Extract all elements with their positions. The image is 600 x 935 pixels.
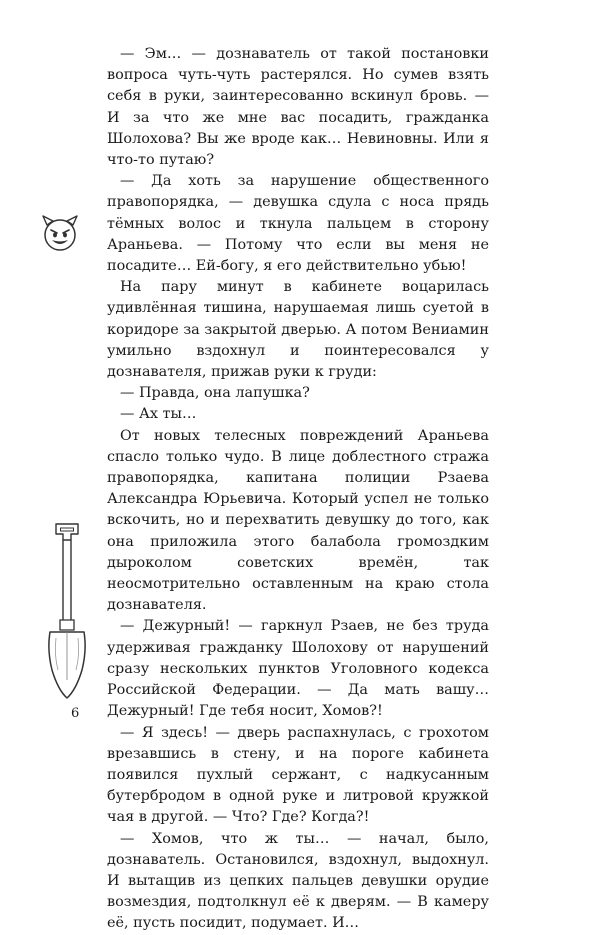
devil-emoji-icon: [40, 214, 80, 252]
body-text: [107, 44, 489, 935]
paragraph: — Ах ты…: [120, 406, 197, 423]
shovel-icon: [44, 520, 90, 700]
page-number: 6: [71, 706, 80, 721]
paragraph: На пару минут в кабинете воцарилась удивлённая тишина, нарушаемая лишь суетой в коридоре за закрытой дверью. А потом Вениамин умильно вздохнул и поинтересовался у дознавателя, прижав руки к груди:: [107, 279, 489, 381]
paragraph: — Хомов, что ж ты… — начал, было, дознаватель. Остановился, вздохнул, выдохнул. И вытащив из цепких пальцев девушки орудие возмездия, подтолкнул её к дверям. — В камеру её, пусть посидит, подумает. И…: [107, 830, 489, 932]
paragraph: — Правда, она лапушка?: [120, 385, 310, 402]
paragraph: — Дежурный! — гаркнул Рзаев, не без труда удерживая гражданку Шолохову от нарушений сразу нескольких пунктов Уголовного кодекса Российской Федерации. — Да мать вашу… Дежурный! Где тебя носит, Хомов?!: [107, 618, 489, 720]
paragraph: — Эм… — дознаватель от такой постановки вопроса чуть-чуть растерялся. Но сумев взять себя в руки, заинтересованно вскинул бровь. — И за что же мне вас посадить, гражданка Шолохова? Вы же вроде как… Невиновны. Или я что-то путаю?: [107, 46, 489, 169]
paragraph: От новых телесных повреждений Араньева спасло только чудо. В лице доблестного стража правопорядка, капитана полиции Рзаева Александра Юрьевича. Который успел не только вскочить, но и перехватить девушку до того, как она приложила этого балабола громоздким дыроколом советских времён, так неосмотрительно оставленным на краю стола дознавателя.: [107, 427, 489, 614]
paragraph: — Я здесь! — дверь распахнулась, с грохотом врезавшись в стену, и на пороге кабинета появился пухлый сержант, с надкусанным бутербродом в одной руке и литровой кружкой чая в другой. — Что? Где? Когда?!: [107, 724, 489, 826]
paragraph: — Да хоть за нарушение общественного правопорядка, — девушка сдула с носа прядь тёмных волос и ткнула пальцем в сторону Араньева. — Потому что если вы меня не посадите… Ей-богу, я его действительно убью!: [107, 173, 489, 275]
